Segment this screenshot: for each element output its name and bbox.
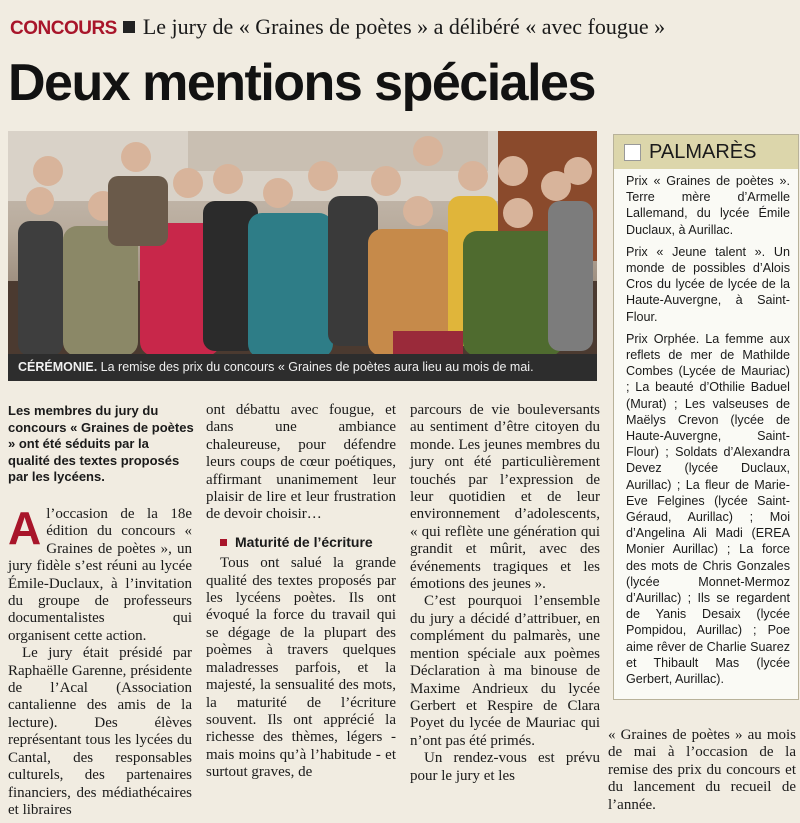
article-column-4 <box>608 727 796 814</box>
square-bullet-icon <box>624 144 641 161</box>
ceremony-photo <box>8 131 597 381</box>
group-photo-illustration <box>8 131 597 381</box>
red-square-bullet-icon <box>220 539 227 546</box>
article-paragraph: Un rendez-vous est prévu pour le jury et les <box>410 750 600 784</box>
article-paragraph: parcours de vie bouleversants au sentiment d’être citoyen du monde. Les jeunes membres du jury ont été particulièrement touchés par l’expression de leur quotidien et de leur environnement d’adolescents, « qui reflète une génération qui grandit et mûrit, avec des événements tragiques et les émotions des jeunes ». <box>410 402 600 593</box>
paragraph-text: l’occasion de la 18e édition du concours « Graines de poètes », un jury fidèle s’est réuni au lycée Émile-Duclaux, à l’invitation du groupe de professeurs documentalistes qui organisent cette action. <box>8 506 192 644</box>
article-paragraph: ont débattu avec fougue, et dans une ambiance chaleureuse, pour défendre leurs coups de cœur poétiques, affirmant unanimement leur plaisir de lire et leur frustration de devoir choisir… <box>206 402 396 523</box>
article-headline: Deux mentions spéciales <box>8 54 595 112</box>
square-bullet-icon <box>123 21 135 33</box>
article-column-3 <box>410 402 600 785</box>
article-lead: Les membres du jury du concours « Graines de poètes » ont été séduits par la qualité des textes proposés par les lycéens. <box>8 403 194 484</box>
palmares-prize-orphee: Prix Orphée. La femme aux reflets de mer de Mathilde Combes (Lycée de Mauriac) ; La beauté d’Othilie Baduel (Murat) ; Les valseuses de Maëlys Crevon (lycée de Haute-Auvergne, Saint-Flour) ; Soldats d’Alexandra Devez (lycée Duclaux, Aurillac) ; La fleur de Marie-Eve Felgines (lycée Saint-Géraud, Aurillac) ; Moi d’Angelina Ali Madi (EREA Monier Aurillac) ; La force des mots de Chris Gonzales (lycée Monnet-Mermoz d’Aurillac) ; Ils se regardent de Yanis Desaix (lycée Pompidou, Aurillac) ; Poe aime rêver de Charlie Suarez et Thibault Mas (lycée Gerbert, Aurillac). <box>626 331 790 687</box>
caption-text: La remise des prix du concours « Graines de poètes aura lieu au mois de mai. <box>100 360 534 374</box>
palmares-sidebar <box>613 134 799 700</box>
section-tag: CONCOURS <box>10 18 117 39</box>
article-paragraph: Tous ont salué la grande qualité des textes proposés par les lycéens poètes. Ils ont évoqué la force du travail qui se dégage de la plupart des poèmes à travers quelques maladresses parfois, et la majesté, la sensualité des mots, la maturité de l’écriture souvent. Ils ont apprécié la richesse des thèmes, légers - mais moins qu’à l’habitude - et surtout graves, de <box>206 555 396 781</box>
article-kicker <box>10 14 790 42</box>
photo-caption <box>8 354 597 381</box>
subhead-text: Maturité de l’écriture <box>235 533 373 550</box>
palmares-body <box>614 169 798 687</box>
palmares-prize-graines: Prix « Graines de poètes ». Terre mère d’Armelle Lallemand, du lycée Émile Duclaux, à Aurillac. <box>626 174 790 237</box>
caption-label: CÉRÉMONIE. <box>18 360 98 374</box>
article-paragraph <box>8 502 192 645</box>
article-subtitle: Le jury de « Graines de poètes » a délibéré « avec fougue » <box>142 14 666 39</box>
article-paragraph: « Graines de poètes » au mois de mai à l’occasion de la remise des prix du concours et du lancement du recueil de l’année. <box>608 727 796 813</box>
drop-cap: A <box>8 502 42 554</box>
article-column-2 <box>206 402 396 782</box>
article-paragraph: Le jury était présidé par Raphaëlle Garenne, présidente de l’Acal (Association cantalienne des amis de la lecture). Des élèves représentant tous les lycées du Cantal, des responsables culturels, des partenaires financiers, des médiathécaires et libraires <box>8 645 192 818</box>
section-subhead <box>220 534 396 551</box>
palmares-header <box>614 135 798 169</box>
palmares-title: PALMARÈS <box>649 140 757 163</box>
article-paragraph: C’est pourquoi l’ensemble du jury a décidé d’attribuer, en complément du palmarès, une mention spéciale aux poèmes Déclaration à ma binouse de Maxime Andrieux du lycée Gerbert et Respire de Clara Poyet du lycée de Mauriac qui n’ont pas été primés. <box>410 593 600 749</box>
article-column-1 <box>8 502 192 819</box>
palmares-prize-jeune-talent: Prix « Jeune talent ». Un monde de possibles d’Alois Cros du lycée de lycée de la Haute-Auvergne, à Saint-Flour. <box>626 244 790 324</box>
